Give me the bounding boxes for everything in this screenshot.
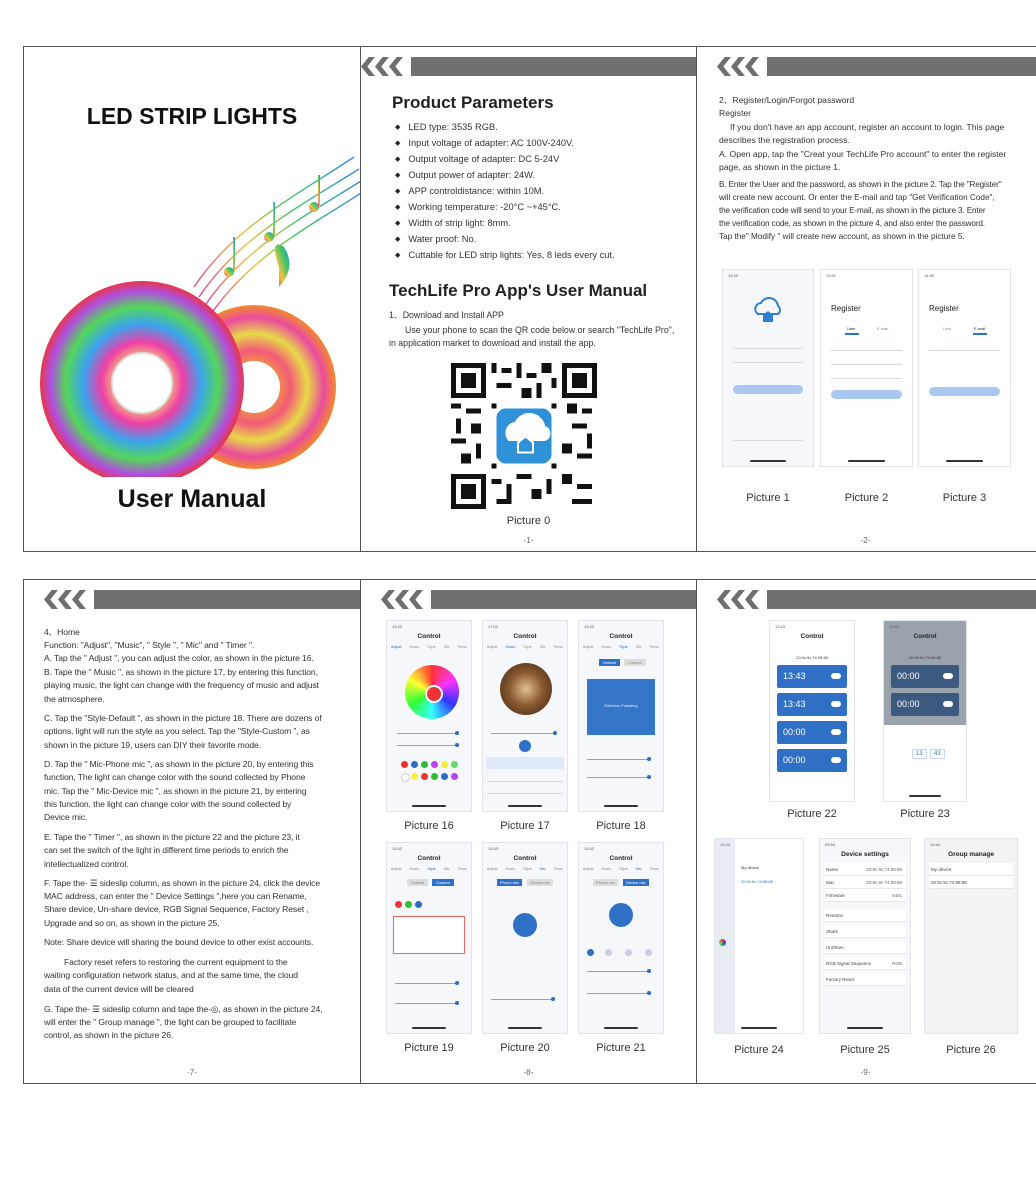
timer-entry[interactable]: 13:43 (777, 665, 847, 688)
paragraph-line: E. Tape the " Timer ", as shown in the picture 22 and the picture 23, it (44, 832, 300, 842)
page-number: -7- (187, 1068, 197, 1077)
phone-screenshot-register-email: 14:59 Register User E-mail (918, 269, 1011, 467)
tab-email[interactable]: E-mail (877, 326, 889, 331)
picture-caption: Picture 20 (500, 1042, 550, 1054)
top-sheet (23, 46, 1036, 552)
picture-caption: Picture 16 (404, 820, 454, 832)
step1-line: Use your phone to scan the QR code below or search "TechLife Pro", (405, 325, 675, 335)
header-band (361, 57, 696, 76)
header-band (697, 590, 1036, 609)
picture-caption: Picture 24 (734, 1044, 784, 1056)
list-item: ◆ Input voltage of adapter: AC 100V-240V. (395, 135, 615, 151)
settings-row[interactable]: My device (929, 863, 1013, 876)
step1-line: in application market to download and install the app. (389, 338, 596, 348)
device-settings-title: Device settings (841, 851, 889, 858)
header-band (24, 590, 360, 609)
list-item: ◆ Width of strip light: 8mm. (395, 215, 615, 231)
phone-screenshot-style-custom: 13:42 Control Adjust Music Style Mic Timer Default Custom (386, 842, 472, 1034)
settings-row[interactable]: Factory Reset (824, 973, 906, 986)
phone-screenshot-timer-list: 13:43 Control 20:9c:9c:74:98:88 13:43 13:43 00:00 00:00 (769, 620, 855, 802)
picture-caption: Picture 3 (942, 492, 987, 504)
paragraph-line: F. Tape the- ☰ sideslip column, as shown in the picture 24, click the device (44, 878, 321, 888)
picture-caption: Picture 22 (787, 808, 837, 820)
paragraph-line: If you don't have an app account, register an account to login. This page (730, 122, 1005, 132)
settings-row[interactable]: Mac 20:9c:9c:74:98:88 (824, 876, 906, 889)
music-staff (194, 157, 361, 317)
list-item: ◆ Cuttable for LED strip lights: Yes, 8 leds every cut. (395, 247, 615, 263)
music-notes (224, 175, 320, 287)
qr-code[interactable] (451, 363, 597, 509)
tab-user[interactable]: User (847, 326, 856, 331)
paragraph-line: Upgrade and so on, as shown in the picture 25. (44, 918, 220, 928)
play-button[interactable] (519, 740, 531, 752)
minute-picker[interactable]: 43 (930, 749, 945, 759)
cover-title: LED STRIP LIGHTS (86, 103, 298, 129)
header-band (697, 57, 1036, 76)
paragraph-line: G. Tape the- ☰ sideslip column and tape the-◎, as shown in the picture 24, (44, 1004, 323, 1014)
phone-screenshot-device-mic: 13:42 Control Adjust Music Style Mic Timer Phone mic Device mic (578, 842, 664, 1034)
phone-screenshot-adjust: 13:42 Control Adjust Music Style Mic Timer (386, 620, 472, 812)
parameter-list (395, 119, 615, 263)
register-title: Register (831, 304, 861, 313)
paragraph-line: A. Open app, tap the "Creat your TechLife Pro account" to enter the register (719, 149, 1007, 159)
tab-email[interactable]: E-mail (974, 326, 986, 331)
power-button[interactable] (425, 685, 443, 703)
picture-caption: Picture 23 (900, 808, 950, 820)
cover-page (24, 47, 361, 551)
step1-title: 1、Download and Install APP (389, 310, 504, 320)
page-7 (24, 580, 361, 1083)
timer-entry[interactable]: 00:00 (891, 665, 959, 688)
phone-screenshot-group-manage: 13:44 Group manage My device 20:9c:9c:74:98:88 (924, 838, 1018, 1034)
microphone-icon[interactable] (513, 913, 537, 937)
paragraph-line: Function: "Adjust", "Music", " Style ", " Mic" and " Timer ". (44, 640, 255, 650)
register-subtitle: Register (719, 108, 751, 118)
paragraph-line: Note: Share device will sharing the bound device to other exist accounts. (44, 937, 314, 947)
picture-caption: Picture 19 (404, 1042, 454, 1054)
list-item: ◆ APP controldistance: within 10M. (395, 183, 615, 199)
settings-row[interactable]: Name 20:9c:9c:74:98:88 (824, 863, 906, 876)
page-number: -8- (523, 1068, 534, 1077)
bottom-sheet (23, 579, 1036, 1084)
paragraph-line: shown in the picture 19, users can DIY their favorite mode. (44, 740, 262, 750)
settings-row[interactable]: Rename (824, 909, 906, 922)
page-number: -1- (523, 536, 534, 545)
settings-row[interactable]: Share (824, 925, 906, 938)
settings-row[interactable]: 20:9c:9c:74:98:88 (929, 876, 1013, 889)
paragraph-line: this function, the light can change color with the sound collected by (44, 799, 292, 809)
paragraph-line: 4、Home (44, 627, 80, 637)
paragraph-line: function, The light can change color with the sound collected by Phone (44, 772, 306, 782)
group-manage-title: Group manage (948, 851, 994, 858)
paragraph-line: will create new account. Or enter the E-mail and tap "Get Verification Code", (719, 193, 995, 202)
register-title: Register (929, 304, 959, 313)
paragraph-line: the verification code will send to your E-mail, as shown in the picture 3. Enter (719, 206, 986, 215)
picture-caption: Picture 18 (596, 820, 646, 832)
paragraph-line: page, as shown in the picture 1. (719, 162, 841, 172)
picture-caption: Picture 1 (746, 492, 790, 504)
timer-entry[interactable]: 00:00 (777, 721, 847, 744)
phone-screenshot-sideslip: 13:44 My device 20:9c:9c:74:98:88 (714, 838, 804, 1034)
phone-screenshot-device-settings: 09:54 Device settings Name 20:9c:9c:74:98:88 Mac 20:9c:9c:74:98:88 Firmware 5401 Rename Share UnShare RGB Signal Sequence RGB Factory Reset (819, 838, 911, 1034)
paragraph-line: describes the registration process. (719, 135, 850, 145)
list-item: ◆ Output voltage of adapter: DC 5-24V (395, 151, 615, 167)
timer-entry[interactable]: 13:43 (777, 693, 847, 716)
cover-subtitle: User Manual (117, 485, 267, 513)
album-art (500, 663, 552, 715)
paragraph-line: playing music, the light can change with the frequency of music and adjust (44, 680, 319, 690)
hour-picker[interactable]: 13 (912, 749, 927, 759)
settings-row[interactable]: UnShare (824, 941, 906, 954)
paragraph-line: mic. Tap the " Mic-Device mic ", as shown in the picture 21, by entering (44, 786, 307, 796)
phone-screenshot-music: 17:04 Control Adjust Music Style Mic Timer (482, 620, 568, 812)
phone-screenshot-timer-set: 13:43 Control 20:9c:9c:74:98:88 00:00 00:00 13 43 (883, 620, 967, 802)
product-parameters-heading: Product Parameters (392, 93, 554, 112)
paragraph-line: Share device, Un-share device, RGB Signal Sequence, Factory Reset , (44, 904, 309, 914)
paragraph-line: MAC address, can enter the " Device Settings ",here you can Rename, (44, 891, 307, 901)
picture-caption: Picture 17 (500, 820, 550, 832)
paragraph-line: B. Enter the User and the password, as shown in the picture 2. Tap the "Register" (719, 180, 1002, 189)
picture-caption: Picture 2 (844, 492, 889, 504)
paragraph-line: control, as shown in the picture 26. (44, 1030, 174, 1040)
phone-screenshot-style-default: 13:42 Control Adjust Music Style Mic Timer Default Custom Rainbow Pulsating (578, 620, 664, 812)
paragraph-line: data of the current device will be cleared (44, 984, 194, 994)
paragraph-line: Factory reset refers to restoring the current equipment to the (64, 957, 288, 967)
page-number: -9- (860, 1068, 871, 1077)
list-item: ◆ LED type: 3535 RGB. (395, 119, 615, 135)
list-item: ◆ Water proof: No. (395, 231, 615, 247)
settings-row[interactable]: Firmware 5401 (824, 889, 906, 902)
tab-user[interactable]: User (943, 326, 952, 331)
paragraph-line: B. Tape the " Music ", as shown in the picture 17, by entering this function, (44, 667, 318, 677)
timer-entry[interactable]: 00:00 (891, 693, 959, 716)
settings-row[interactable]: RGB Signal Sequence RGB (824, 957, 906, 970)
cloud-home-icon (751, 292, 785, 324)
paragraph-line: A. Tap the " Adjust ", you can adjust the color, as shown in the picture 16. (44, 653, 314, 663)
paragraph-line: waiting configuration network status, and at the same time, the cloud (44, 970, 298, 980)
list-item: ◆ Working temperature: -20°C ~+45°C. (395, 199, 615, 215)
paragraph-line: C. Tap the "Style-Default ", as shown in the picture 18. There are dozens of (44, 713, 322, 723)
page-number: -2- (860, 536, 871, 545)
page-8 (361, 580, 697, 1083)
paragraph-line: Device mic. (44, 812, 88, 822)
led-reel-illustration (24, 137, 361, 477)
paragraph-line: D. Tap the " Mic-Phone mic ", as shown in the picture 20, by entering this (44, 759, 314, 769)
microphone-icon[interactable] (609, 903, 633, 927)
header-band (361, 590, 696, 609)
paragraph-line: can set the switch of the light in different time periods to enrich the (44, 845, 289, 855)
list-item: ◆ Output power of adapter: 24W. (395, 167, 615, 183)
paragraph-line: the atmosphere. (44, 694, 105, 704)
qr-caption: Picture 0 (506, 515, 551, 527)
phone-screenshot-phone-mic: 13:43 Control Adjust Music Style Mic Timer Phone mic Device mic (482, 842, 568, 1034)
paragraph-line: intellectualized control. (44, 859, 129, 869)
paragraph-line: options, light will run the style as you select. Tap the "Style-Custom ", as (44, 726, 310, 736)
paragraph-line: will enter the " Group manage ", the light can be grouped to facilitate (44, 1017, 297, 1027)
phone-screenshot-login: 13:40 (722, 269, 814, 467)
page-1 (361, 47, 697, 551)
step2-title: 2、Register/Login/Forgot password (719, 95, 855, 105)
picture-caption: Picture 25 (840, 1044, 890, 1056)
picture-caption: Picture 21 (596, 1042, 646, 1054)
page-2 (697, 47, 1036, 551)
app-manual-heading: TechLife Pro App's User Manual (389, 281, 648, 300)
page-9 (697, 580, 1036, 1083)
picture-caption: Picture 26 (946, 1044, 996, 1056)
paragraph-line: Tap the" Modify " will create new account, as shown in the picture 5. (719, 232, 965, 241)
timer-entry[interactable]: 00:00 (777, 749, 847, 772)
phone-screenshot-register-user: 13:51 Register User E-mail (820, 269, 913, 467)
paragraph-line: the verification code, as shown in the picture 4, and also enter the password. (719, 219, 985, 228)
